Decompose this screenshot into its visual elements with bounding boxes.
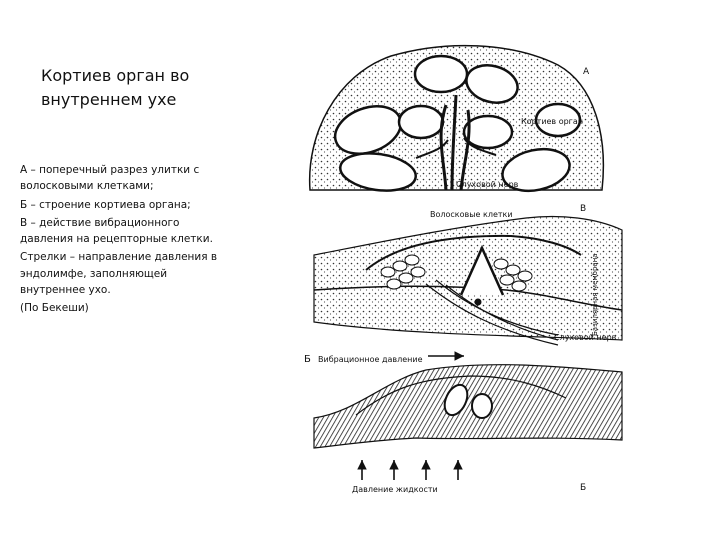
panel-a-letter: А (583, 67, 590, 77)
panel-a-corti-organ-label: Кортиев орган (521, 117, 583, 126)
title-line-2: внутреннем ухе (41, 90, 177, 109)
panel-c-fluid-pressure-label: Давление жидкости (352, 485, 438, 494)
fluid-pressure-arrows (362, 460, 458, 480)
slide-title (41, 64, 271, 112)
description-line-a: А – поперечный разрез улитки с волосковыми клетками; (20, 164, 200, 193)
corti-organ-figure (296, 40, 636, 510)
panel-b-auditory-nerve-label: Слуховой нерв (554, 333, 617, 342)
panel-a-auditory-nerve-label: Слуховой нерв (456, 180, 519, 189)
panel-c-vibration-pressure (304, 354, 622, 494)
panel-a-cochlea-section (310, 46, 604, 197)
panel-c-letter: Б (304, 354, 311, 365)
description-line-c: В – действие вибрационного давления на рецепторные клетки. (20, 216, 213, 246)
description-line-b: Б – строение кортиева органа; (20, 198, 191, 211)
description-line-arrows: Стрелки – направление давления в эндолимфе, заполняющей внутреннее ухо. (20, 251, 218, 297)
panel-c-corner-letter: Б (580, 483, 587, 493)
description-line-source: (По Бекеши) (20, 302, 89, 315)
panel-b-corti-structure (314, 204, 622, 345)
panel-b-hair-cells-label: Волосковые клетки (430, 210, 513, 219)
panel-c-vibration-pressure-label: Вибрационное давление (318, 355, 423, 364)
figure-description (20, 162, 235, 319)
title-line-1: Кортиев орган во (41, 66, 190, 85)
corti-organ-illustration (296, 40, 636, 510)
panel-b-basilar-membrane-label: Базилярная мембрана (591, 253, 599, 336)
panel-b-letter: В (580, 204, 587, 214)
